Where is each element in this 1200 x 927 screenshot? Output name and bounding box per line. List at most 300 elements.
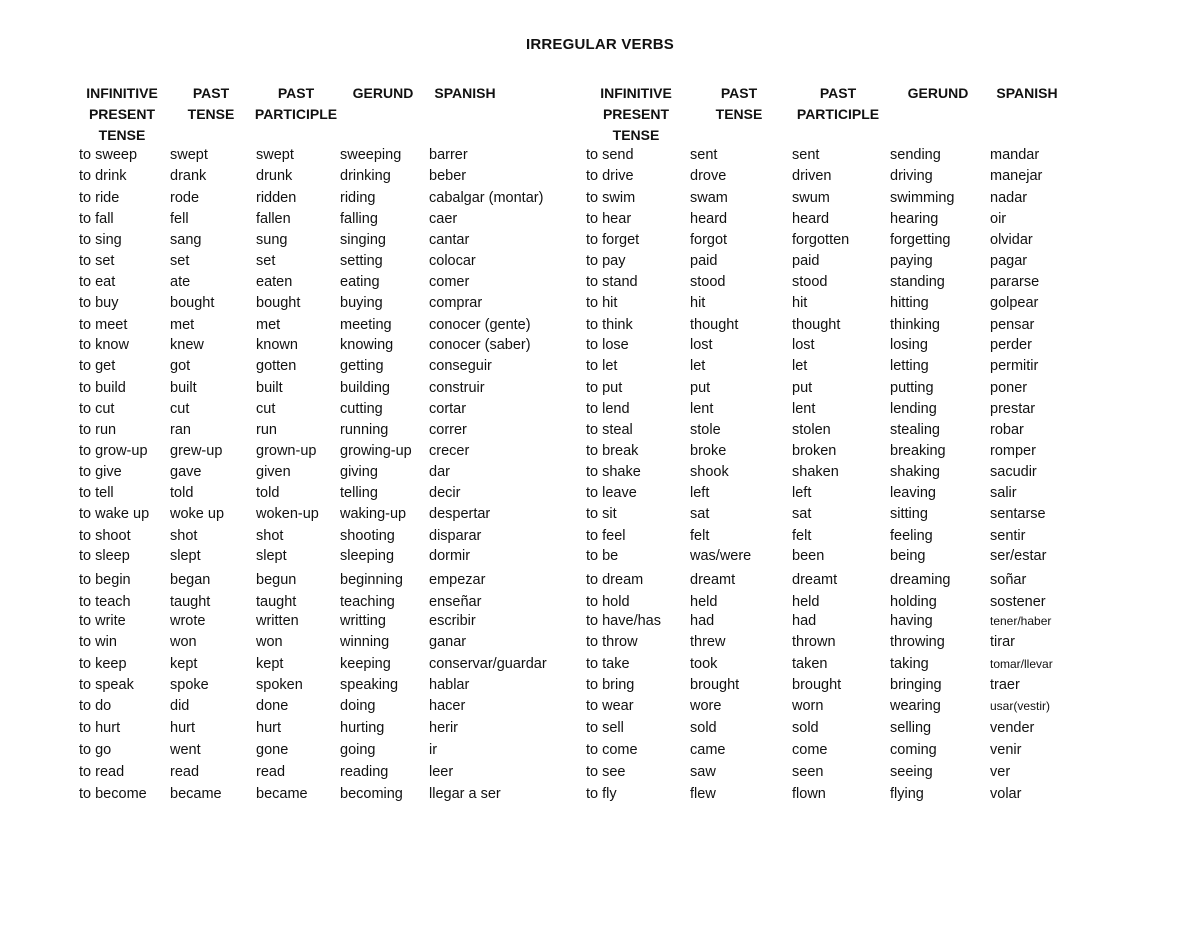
right-past-tense-cell: brought — [690, 677, 740, 693]
right-spanish-cell: permitir — [990, 358, 1039, 374]
right-spanish-cell: ver — [990, 764, 1011, 780]
right-gerund-cell: thinking — [890, 317, 940, 333]
right-spanish-cell: mandar — [990, 147, 1040, 163]
right-past-participle-cell: felt — [792, 528, 812, 544]
right-infinitive-cell: to stand — [586, 274, 638, 290]
left-spanish-cell: hablar — [429, 677, 470, 693]
right-past-participle-cell: forgotten — [792, 232, 850, 248]
right-header-infinitive — [586, 83, 686, 146]
right-infinitive-cell: to let — [586, 358, 618, 374]
left-spanish-cell: barrer — [429, 147, 468, 163]
right-spanish-cell: traer — [990, 677, 1020, 693]
left-past-participle-cell: eaten — [256, 274, 293, 290]
left-past-participle-cell: became — [256, 786, 308, 802]
left-gerund-cell: getting — [340, 358, 384, 374]
left-gerund-cell: hurting — [340, 720, 385, 736]
right-gerund-cell: being — [890, 548, 926, 564]
left-spanish-cell: herir — [429, 720, 459, 736]
left-infinitive-cell: to run — [79, 422, 117, 438]
right-gerund-cell: shaking — [890, 464, 940, 480]
left-gerund-cell: running — [340, 422, 389, 438]
right-spanish-cell: romper — [990, 443, 1036, 459]
left-past-tense-cell: bought — [170, 295, 215, 311]
right-spanish-cell: golpear — [990, 295, 1039, 311]
right-past-participle-cell: seen — [792, 764, 824, 780]
right-past-participle-cell: put — [792, 380, 813, 396]
right-past-tense-cell: drove — [690, 168, 727, 184]
right-infinitive-cell: to leave — [586, 485, 637, 501]
right-spanish-cell: nadar — [990, 190, 1028, 206]
left-infinitive-cell: to eat — [79, 274, 116, 290]
right-header-spanish — [977, 83, 1077, 104]
right-past-tense-cell: flew — [690, 786, 716, 802]
right-infinitive-cell: to forget — [586, 232, 640, 248]
right-spanish-cell: pensar — [990, 317, 1035, 333]
right-gerund-cell: coming — [890, 742, 937, 758]
right-past-participle-cell: flown — [792, 786, 826, 802]
right-gerund-cell: leaving — [890, 485, 936, 501]
right-past-tense-cell: came — [690, 742, 726, 758]
right-gerund-cell: paying — [890, 253, 933, 269]
left-gerund-cell: keeping — [340, 656, 391, 672]
left-gerund-cell: cutting — [340, 401, 383, 417]
left-gerund-cell: sweeping — [340, 147, 402, 163]
right-infinitive-cell: to be — [586, 548, 619, 564]
left-past-tense-cell: got — [170, 358, 191, 374]
left-gerund-cell: riding — [340, 190, 376, 206]
right-past-participle-cell: had — [792, 613, 817, 629]
right-spanish-cell: volar — [990, 786, 1022, 802]
right-past-tense-cell: sent — [690, 147, 718, 163]
right-past-participle-cell: sold — [792, 720, 819, 736]
left-past-tense-cell: taught — [170, 594, 211, 610]
left-infinitive-cell: to give — [79, 464, 122, 480]
header-label: PARTICIPLE — [254, 106, 338, 122]
right-spanish-cell: sostener — [990, 594, 1046, 610]
right-infinitive-cell: to send — [586, 147, 634, 163]
right-spanish-cell: oir — [990, 211, 1007, 227]
left-gerund-cell: buying — [340, 295, 383, 311]
left-infinitive-cell: to go — [79, 742, 112, 758]
right-past-participle-cell: brought — [792, 677, 842, 693]
header-label: GERUND — [352, 85, 414, 101]
left-spanish-cell: escribir — [429, 613, 476, 629]
left-past-participle-cell: taught — [256, 594, 297, 610]
left-spanish-cell: dar — [429, 464, 450, 480]
left-gerund-cell: writting — [340, 613, 386, 629]
left-spanish-cell: conservar/guardar — [429, 656, 547, 672]
right-infinitive-cell: to sit — [586, 506, 617, 522]
right-past-participle-cell: lost — [792, 337, 815, 353]
left-spanish-cell: comprar — [429, 295, 483, 311]
left-gerund-cell: sleeping — [340, 548, 395, 564]
right-gerund-cell: seeing — [890, 764, 933, 780]
left-spanish-cell: cabalgar (montar) — [429, 190, 544, 206]
right-gerund-cell: feeling — [890, 528, 933, 544]
left-infinitive-cell: to meet — [79, 317, 128, 333]
left-header-past-participle — [246, 83, 346, 125]
left-past-participle-cell: given — [256, 464, 291, 480]
left-past-tense-cell: built — [170, 380, 197, 396]
left-past-tense-cell: drank — [170, 168, 207, 184]
right-spanish-cell: venir — [990, 742, 1022, 758]
left-past-tense-cell: hurt — [170, 720, 195, 736]
left-gerund-cell: setting — [340, 253, 383, 269]
right-spanish-cell: robar — [990, 422, 1024, 438]
left-past-tense-cell: knew — [170, 337, 204, 353]
left-past-participle-cell: read — [256, 764, 286, 780]
right-spanish-cell: sentarse — [990, 506, 1046, 522]
left-gerund-cell: meeting — [340, 317, 392, 333]
right-gerund-cell: throwing — [890, 634, 945, 650]
left-infinitive-cell: to keep — [79, 656, 127, 672]
left-past-tense-cell: slept — [170, 548, 201, 564]
left-past-tense-cell: told — [170, 485, 194, 501]
left-spanish-cell: comer — [429, 274, 470, 290]
right-header-past-tense — [689, 83, 789, 125]
right-spanish-cell: prestar — [990, 401, 1036, 417]
left-gerund-cell: doing — [340, 698, 376, 714]
left-spanish-cell: ir — [429, 742, 438, 758]
left-spanish-cell: conocer (saber) — [429, 337, 531, 353]
left-gerund-cell: building — [340, 380, 390, 396]
right-past-participle-cell: swum — [792, 190, 830, 206]
left-past-tense-cell: cut — [170, 401, 190, 417]
header-label: PARTICIPLE — [796, 106, 880, 122]
left-past-participle-cell: set — [256, 253, 276, 269]
right-infinitive-cell: to put — [586, 380, 623, 396]
right-past-participle-cell: thrown — [792, 634, 836, 650]
left-header-spanish — [415, 83, 515, 104]
left-infinitive-cell: to sing — [79, 232, 122, 248]
left-past-tense-cell: set — [170, 253, 190, 269]
left-past-participle-cell: cut — [256, 401, 276, 417]
right-past-participle-cell: paid — [792, 253, 820, 269]
right-infinitive-cell: to break — [586, 443, 639, 459]
left-past-tense-cell: grew-up — [170, 443, 223, 459]
left-past-participle-cell: sung — [256, 232, 288, 248]
left-infinitive-cell: to fall — [79, 211, 114, 227]
right-gerund-cell: flying — [890, 786, 924, 802]
right-spanish-cell: perder — [990, 337, 1032, 353]
right-gerund-cell: lending — [890, 401, 937, 417]
right-gerund-cell: bringing — [890, 677, 942, 693]
left-past-tense-cell: wrote — [170, 613, 206, 629]
left-gerund-cell: teaching — [340, 594, 395, 610]
left-past-participle-cell: known — [256, 337, 298, 353]
left-past-participle-cell: bought — [256, 295, 301, 311]
left-spanish-cell: ganar — [429, 634, 467, 650]
left-gerund-cell: waking-up — [340, 506, 407, 522]
header-label: PAST — [819, 85, 857, 101]
right-gerund-cell: wearing — [890, 698, 941, 714]
left-infinitive-cell: to sweep — [79, 147, 138, 163]
right-infinitive-cell: to have/has — [586, 613, 661, 629]
right-past-tense-cell: paid — [690, 253, 718, 269]
header-label: INFINITIVE — [600, 85, 672, 101]
left-past-participle-cell: fallen — [256, 211, 291, 227]
header-label: SPANISH — [434, 85, 496, 101]
left-past-tense-cell: gave — [170, 464, 202, 480]
right-spanish-cell: sentir — [990, 528, 1026, 544]
left-past-participle-cell: written — [256, 613, 299, 629]
right-past-tense-cell: left — [690, 485, 710, 501]
left-infinitive-cell: to build — [79, 380, 126, 396]
left-infinitive-cell: to wake up — [79, 506, 150, 522]
right-past-participle-cell: stood — [792, 274, 828, 290]
right-infinitive-cell: to lose — [586, 337, 629, 353]
left-past-participle-cell: done — [256, 698, 289, 714]
right-spanish-cell: soñar — [990, 572, 1027, 588]
header-label: PRESENT — [602, 106, 670, 122]
left-past-participle-cell: slept — [256, 548, 287, 564]
left-infinitive-cell: to get — [79, 358, 116, 374]
right-gerund-cell: taking — [890, 656, 929, 672]
right-spanish-cell: ser/estar — [990, 548, 1047, 564]
right-past-tense-cell: sold — [690, 720, 717, 736]
right-spanish-cell: usar(vestir) — [990, 699, 1051, 713]
left-past-tense-cell: sang — [170, 232, 202, 248]
right-past-participle-cell: left — [792, 485, 812, 501]
right-past-participle-cell: come — [792, 742, 828, 758]
left-gerund-cell: giving — [340, 464, 378, 480]
right-past-tense-cell: saw — [690, 764, 716, 780]
right-past-tense-cell: lost — [690, 337, 713, 353]
left-gerund-cell: shooting — [340, 528, 395, 544]
left-infinitive-cell: to ride — [79, 190, 120, 206]
left-past-tense-cell: woke up — [170, 506, 225, 522]
right-infinitive-cell: to wear — [586, 698, 634, 714]
right-past-participle-cell: shaken — [792, 464, 839, 480]
left-past-tense-cell: ran — [170, 422, 191, 438]
right-gerund-cell: putting — [890, 380, 934, 396]
right-infinitive-cell: to sell — [586, 720, 624, 736]
right-past-participle-cell: stolen — [792, 422, 831, 438]
header-label: TENSE — [187, 106, 235, 122]
right-past-tense-cell: swam — [690, 190, 728, 206]
right-past-participle-cell: sent — [792, 147, 820, 163]
left-infinitive-cell: to win — [79, 634, 117, 650]
right-infinitive-cell: to feel — [586, 528, 626, 544]
header-label: SPANISH — [996, 85, 1058, 101]
header-label: TENSE — [612, 127, 660, 143]
left-spanish-cell: beber — [429, 168, 467, 184]
right-infinitive-cell: to take — [586, 656, 630, 672]
right-past-tense-cell: broke — [690, 443, 727, 459]
right-header-past-participle — [788, 83, 888, 125]
left-past-tense-cell: ate — [170, 274, 191, 290]
right-past-tense-cell: dreamt — [690, 572, 736, 588]
left-past-participle-cell: drunk — [256, 168, 293, 184]
left-spanish-cell: hacer — [429, 698, 466, 714]
right-infinitive-cell: to dream — [586, 572, 644, 588]
left-infinitive-cell: to begin — [79, 572, 131, 588]
right-past-tense-cell: felt — [690, 528, 710, 544]
left-spanish-cell: dormir — [429, 548, 471, 564]
right-gerund-cell: swimming — [890, 190, 955, 206]
right-infinitive-cell: to lend — [586, 401, 630, 417]
right-past-tense-cell: had — [690, 613, 715, 629]
right-gerund-cell: breaking — [890, 443, 946, 459]
right-past-tense-cell: was/were — [690, 548, 752, 564]
header-label: TENSE — [98, 127, 146, 143]
right-gerund-cell: hearing — [890, 211, 939, 227]
left-gerund-cell: becoming — [340, 786, 403, 802]
right-past-participle-cell: worn — [792, 698, 824, 714]
left-infinitive-cell: to speak — [79, 677, 134, 693]
left-spanish-cell: correr — [429, 422, 467, 438]
right-spanish-cell: tener/haber — [990, 614, 1052, 628]
right-past-participle-cell: dreamt — [792, 572, 838, 588]
right-infinitive-cell: to bring — [586, 677, 635, 693]
left-spanish-cell: crecer — [429, 443, 470, 459]
left-gerund-cell: reading — [340, 764, 389, 780]
left-past-tense-cell: swept — [170, 147, 208, 163]
right-spanish-cell: olvidar — [990, 232, 1033, 248]
right-infinitive-cell: to drive — [586, 168, 634, 184]
right-spanish-cell: poner — [990, 380, 1028, 396]
right-past-participle-cell: let — [792, 358, 808, 374]
left-past-participle-cell: shot — [256, 528, 284, 544]
left-past-tense-cell: went — [170, 742, 201, 758]
right-past-participle-cell: taken — [792, 656, 828, 672]
left-past-participle-cell: swept — [256, 147, 294, 163]
left-infinitive-cell: to teach — [79, 594, 131, 610]
left-past-participle-cell: hurt — [256, 720, 281, 736]
left-spanish-cell: cantar — [429, 232, 470, 248]
left-past-participle-cell: met — [256, 317, 281, 333]
right-gerund-cell: holding — [890, 594, 937, 610]
left-infinitive-cell: to become — [79, 786, 147, 802]
right-spanish-cell: tirar — [990, 634, 1015, 650]
right-past-tense-cell: wore — [690, 698, 722, 714]
left-past-participle-cell: gone — [256, 742, 289, 758]
left-gerund-cell: going — [340, 742, 376, 758]
right-past-tense-cell: shook — [690, 464, 729, 480]
left-gerund-cell: speaking — [340, 677, 399, 693]
right-past-participle-cell: been — [792, 548, 825, 564]
right-infinitive-cell: to fly — [586, 786, 617, 802]
left-past-tense-cell: spoke — [170, 677, 209, 693]
left-past-tense-cell: kept — [170, 656, 198, 672]
left-spanish-cell: colocar — [429, 253, 476, 269]
left-past-tense-cell: rode — [170, 190, 200, 206]
right-past-participle-cell: driven — [792, 168, 832, 184]
left-infinitive-cell: to do — [79, 698, 112, 714]
left-spanish-cell: decir — [429, 485, 461, 501]
left-infinitive-cell: to shoot — [79, 528, 131, 544]
right-gerund-cell: hitting — [890, 295, 929, 311]
right-infinitive-cell: to see — [586, 764, 626, 780]
right-spanish-cell: pagar — [990, 253, 1028, 269]
left-past-participle-cell: told — [256, 485, 280, 501]
left-past-participle-cell: spoken — [256, 677, 303, 693]
left-past-participle-cell: gotten — [256, 358, 297, 374]
left-past-participle-cell: woken-up — [256, 506, 319, 522]
right-spanish-cell: vender — [990, 720, 1035, 736]
right-infinitive-cell: to shake — [586, 464, 641, 480]
header-label: PAST — [192, 85, 230, 101]
right-spanish-cell: tomar/llevar — [990, 657, 1053, 671]
left-past-participle-cell: built — [256, 380, 283, 396]
right-gerund-cell: stealing — [890, 422, 940, 438]
right-gerund-cell: letting — [890, 358, 929, 374]
left-past-tense-cell: read — [170, 764, 200, 780]
right-infinitive-cell: to hold — [586, 594, 630, 610]
header-label: GERUND — [907, 85, 969, 101]
left-past-participle-cell: run — [256, 422, 277, 438]
header-label: INFINITIVE — [86, 85, 158, 101]
right-spanish-cell: pararse — [990, 274, 1040, 290]
right-past-tense-cell: let — [690, 358, 706, 374]
left-spanish-cell: despertar — [429, 506, 491, 522]
right-spanish-cell: salir — [990, 485, 1017, 501]
right-past-tense-cell: stole — [690, 422, 721, 438]
right-infinitive-cell: to pay — [586, 253, 626, 269]
right-past-participle-cell: heard — [792, 211, 830, 227]
right-past-participle-cell: thought — [792, 317, 841, 333]
right-past-tense-cell: took — [690, 656, 718, 672]
right-past-tense-cell: held — [690, 594, 718, 610]
left-past-tense-cell: shot — [170, 528, 198, 544]
left-gerund-cell: winning — [340, 634, 390, 650]
right-gerund-cell: losing — [890, 337, 928, 353]
right-past-tense-cell: thought — [690, 317, 739, 333]
left-infinitive-cell: to hurt — [79, 720, 121, 736]
right-past-tense-cell: lent — [690, 401, 714, 417]
left-spanish-cell: leer — [429, 764, 454, 780]
left-gerund-cell: eating — [340, 274, 380, 290]
left-infinitive-cell: to know — [79, 337, 129, 353]
left-gerund-cell: singing — [340, 232, 386, 248]
left-infinitive-cell: to tell — [79, 485, 114, 501]
right-gerund-cell: dreaming — [890, 572, 951, 588]
right-infinitive-cell: to hear — [586, 211, 632, 227]
left-infinitive-cell: to buy — [79, 295, 119, 311]
right-infinitive-cell: to come — [586, 742, 638, 758]
left-gerund-cell: beginning — [340, 572, 403, 588]
right-past-tense-cell: stood — [690, 274, 726, 290]
right-past-participle-cell: broken — [792, 443, 837, 459]
left-past-tense-cell: did — [170, 698, 190, 714]
right-past-tense-cell: heard — [690, 211, 728, 227]
right-spanish-cell: sacudir — [990, 464, 1037, 480]
left-infinitive-cell: to read — [79, 764, 125, 780]
left-spanish-cell: cortar — [429, 401, 467, 417]
right-past-participle-cell: hit — [792, 295, 808, 311]
right-header-gerund — [888, 83, 988, 104]
right-infinitive-cell: to throw — [586, 634, 638, 650]
left-past-participle-cell: won — [256, 634, 283, 650]
left-infinitive-cell: to sleep — [79, 548, 130, 564]
right-gerund-cell: standing — [890, 274, 945, 290]
header-label: PAST — [277, 85, 315, 101]
left-infinitive-cell: to grow-up — [79, 443, 148, 459]
left-spanish-cell: caer — [429, 211, 458, 227]
left-past-tense-cell: fell — [170, 211, 189, 227]
right-past-tense-cell: put — [690, 380, 711, 396]
right-infinitive-cell: to swim — [586, 190, 636, 206]
right-past-participle-cell: held — [792, 594, 820, 610]
left-spanish-cell: enseñar — [429, 594, 482, 610]
left-gerund-cell: drinking — [340, 168, 391, 184]
left-infinitive-cell: to drink — [79, 168, 127, 184]
right-past-participle-cell: sat — [792, 506, 812, 522]
left-past-tense-cell: met — [170, 317, 195, 333]
left-gerund-cell: telling — [340, 485, 378, 501]
right-infinitive-cell: to think — [586, 317, 633, 333]
left-spanish-cell: llegar a ser — [429, 786, 501, 802]
